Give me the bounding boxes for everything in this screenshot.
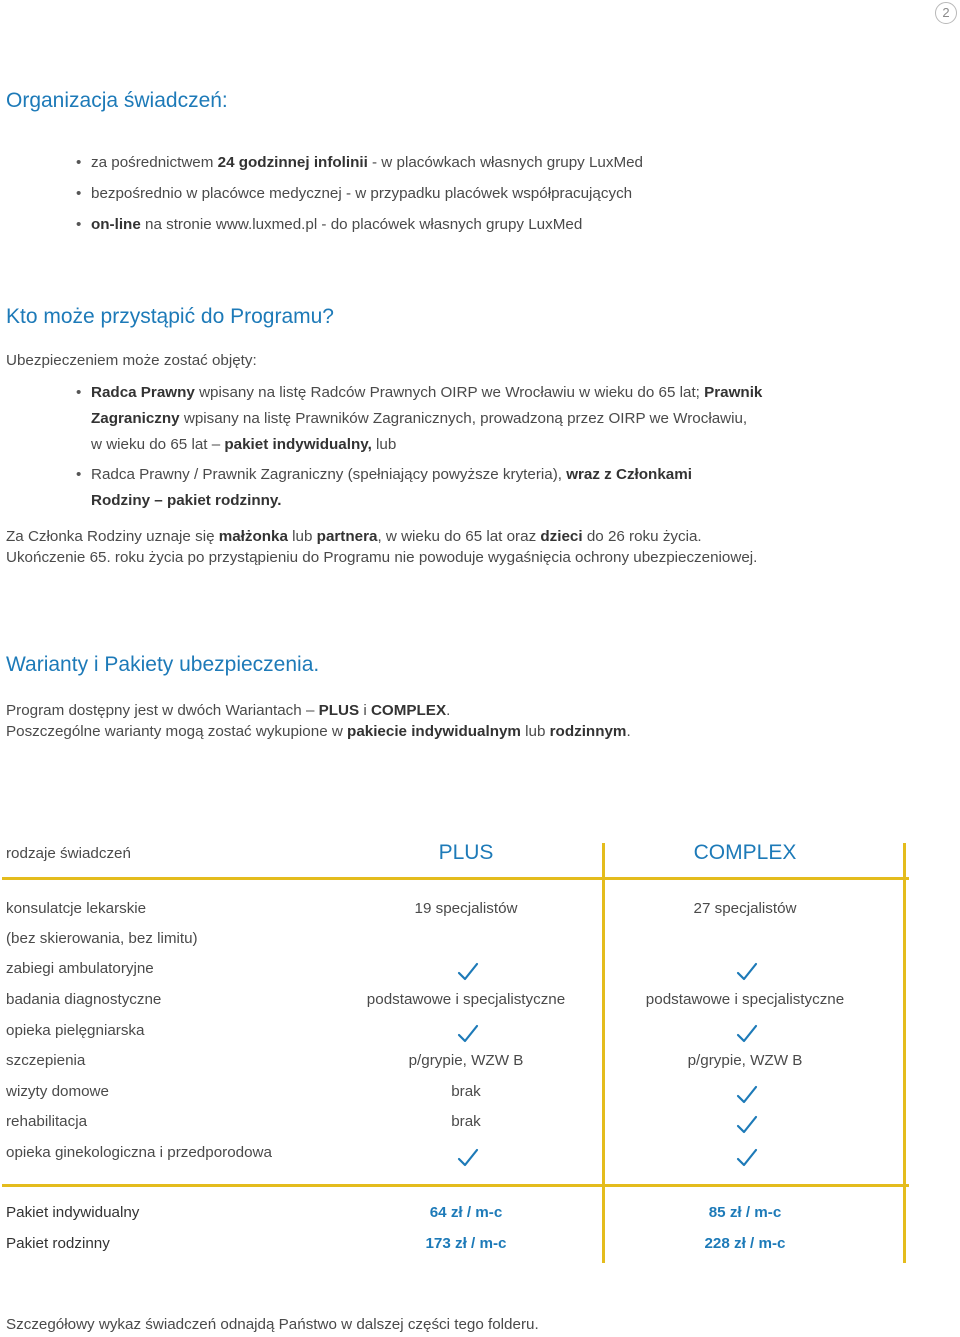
cell-plus: 19 specjalistów [414, 900, 518, 917]
table-divider-top [2, 877, 909, 880]
table-row [0, 1048, 960, 1078]
row-label: rehabilitacja [6, 1113, 88, 1130]
list-item: • on-line na stronie www.luxmed.pl - do placówek własnych grupy LuxMed [76, 214, 643, 245]
footer-note: Szczegółowy wykaz świadczeń odnajdą Państwo w dalszej części tego folderu. [6, 1316, 539, 1333]
checkmark-icon [735, 962, 759, 982]
package-label: Pakiet indywidualny [6, 1204, 140, 1221]
price-plus: 173 zł / m-c [425, 1235, 507, 1252]
price-row [0, 1200, 960, 1230]
bullet-list-kto [76, 380, 762, 514]
cell-plus: p/grypie, WZW B [408, 1052, 524, 1069]
cell-plus: brak [451, 1083, 481, 1100]
table-row [0, 1018, 960, 1048]
column-header-complex: COMPLEX [693, 841, 797, 864]
package-label: Pakiet rodzinny [6, 1235, 110, 1252]
variants-text: Program dostępny jest w dwóch Wariantach – PLUS i COMPLEX. [6, 702, 451, 719]
cell-complex: p/grypie, WZW B [687, 1052, 803, 1069]
price-row [0, 1231, 960, 1261]
price-plus: 64 zł / m-c [429, 1204, 503, 1221]
checkmark-icon [456, 1148, 480, 1168]
intro-text: Ubezpieczeniem może zostać objęty: [6, 352, 257, 369]
column-header-plus: PLUS [438, 841, 494, 864]
family-definition-text: Za Członka Rodziny uznaje się małżonka lub partnera, w wieku do 65 lat oraz dzieci do 26 roku życia. [6, 528, 702, 545]
list-item: • Radca Prawny / Prawnik Zagraniczny (spełniający powyższe kryteria), wraz z Członkami Rodziny – pakiet rodzinny. [76, 462, 762, 514]
page-number: 2 [935, 2, 957, 24]
price-complex: 85 zł / m-c [708, 1204, 782, 1221]
checkmark-icon [456, 962, 480, 982]
table-row [0, 956, 960, 986]
price-complex: 228 zł / m-c [704, 1235, 786, 1252]
cell-plus: podstawowe i specjalistyczne [366, 991, 566, 1008]
table-row [0, 1109, 960, 1139]
checkmark-icon [456, 1024, 480, 1044]
cell-complex: 27 specjalistów [693, 900, 797, 917]
row-label: opieka pielęgniarska [6, 1022, 145, 1039]
list-item: • za pośrednictwem 24 godzinnej infolinii - w placówkach własnych grupy LuxMed [76, 152, 643, 183]
section-title-organizacja: Organizacja świadczeń: [6, 89, 228, 112]
table-row [0, 1140, 960, 1170]
table-row [0, 926, 960, 956]
checkmark-icon [735, 1115, 759, 1135]
section-title-kto: Kto może przystąpić do Programu? [6, 305, 334, 328]
cell-complex: podstawowe i specjalistyczne [645, 991, 845, 1008]
table-row [0, 987, 960, 1017]
packages-text: Poszczególne warianty mogą zostać wykupione w pakiecie indywidualnym lub rodzinnym. [6, 723, 631, 740]
table-divider-prices [2, 1184, 909, 1187]
list-item: • Radca Prawny wpisany na listę Radców Prawnych OIRP we Wrocławiu w wieku do 65 lat; Prawnik Zagraniczny wpisany na listę Prawników Zagranicznych, prowadzoną przez OIRP we Wrocławiu, w wieku do 65 lat – pakiet indywidualny, lub [76, 380, 762, 458]
list-item: • bezpośrednio w placówce medycznej - w przypadku placówek współpracujących [76, 183, 643, 214]
row-label: szczepienia [6, 1052, 86, 1069]
row-label: badania diagnostyczne [6, 991, 162, 1008]
table-row [0, 896, 960, 926]
row-label: konsulatcje lekarskie [6, 900, 147, 917]
row-label: opieka ginekologiczna i przedporodowa [6, 1144, 272, 1161]
row-label: wizyty domowe [6, 1083, 109, 1100]
cell-plus: brak [451, 1113, 481, 1130]
section-title-warianty: Warianty i Pakiety ubezpieczenia. [6, 653, 320, 676]
age-note-text: Ukończenie 65. roku życia po przystąpieniu do Programu nie powoduje wygaśnięcia ochrony ubezpieczeniowej. [6, 549, 758, 566]
row-label: zabiegi ambulatoryjne [6, 960, 154, 977]
checkmark-icon [735, 1148, 759, 1168]
table-row [0, 1079, 960, 1109]
checkmark-icon [735, 1024, 759, 1044]
row-label: (bez skierowania, bez limitu) [6, 930, 198, 947]
checkmark-icon [735, 1085, 759, 1105]
bullet-list-organizacja [76, 152, 643, 245]
table-header-label: rodzaje świadczeń [6, 845, 131, 862]
